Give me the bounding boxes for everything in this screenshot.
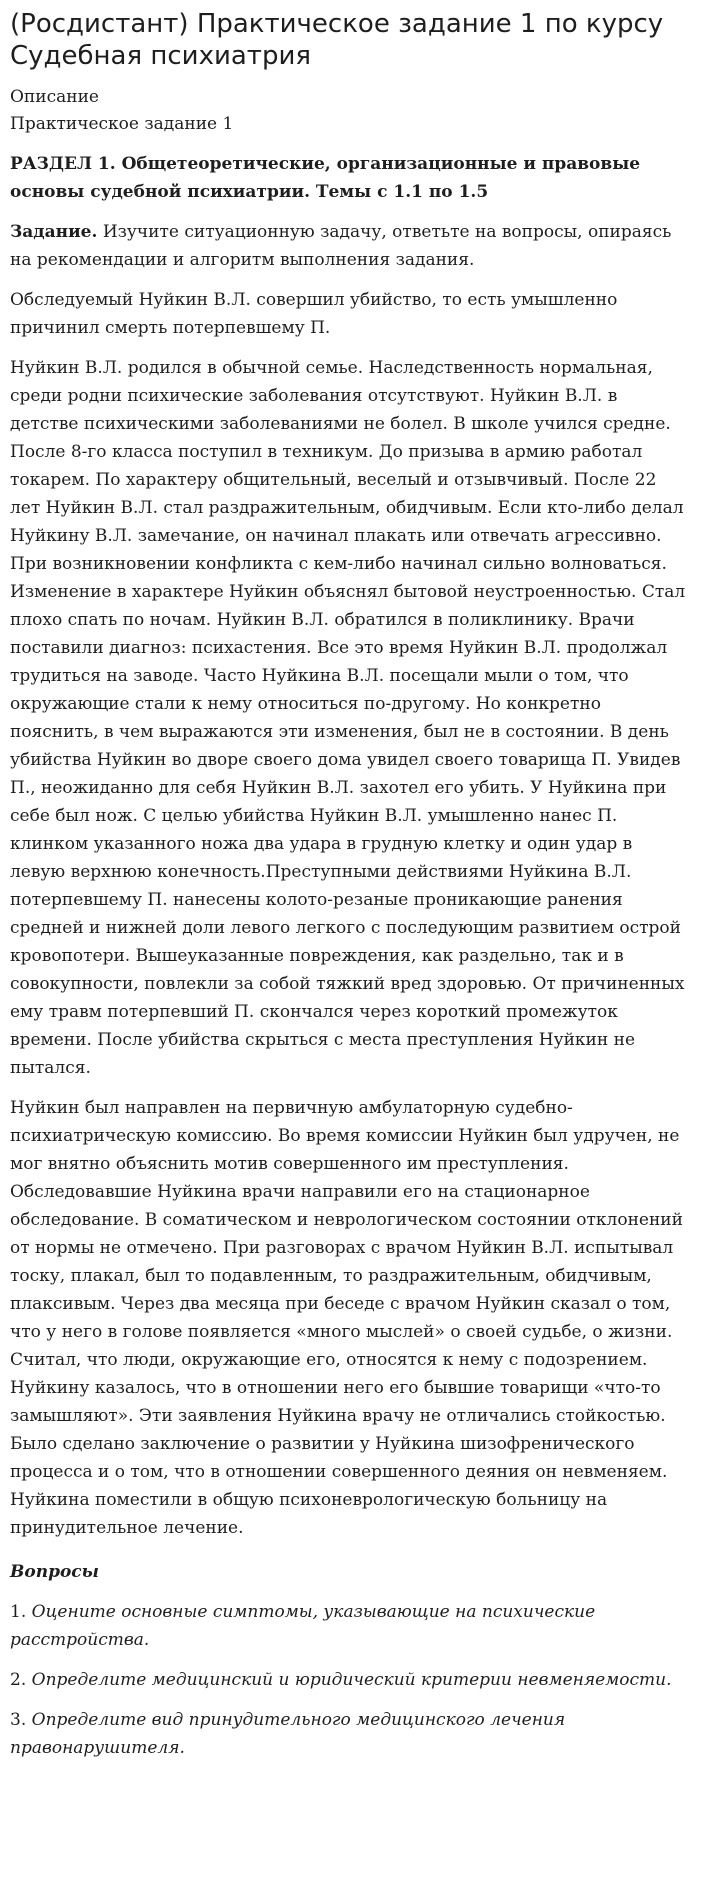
description-label: Описание — [10, 87, 99, 107]
question-text: Оцените основные симптомы, указывающие на психические расстройства. — [10, 1602, 596, 1650]
question-number: 2. — [10, 1670, 27, 1690]
question-2 — [10, 1666, 691, 1694]
question-text: Определите вид принудительного медицинского лечения правонарушителя. — [10, 1710, 566, 1758]
description-value: Практическое задание 1 — [10, 114, 234, 134]
description-block — [10, 84, 691, 138]
page-title: (Росдистант) Практическое задание 1 по курсу Судебная психиатрия — [10, 9, 664, 71]
question-3 — [10, 1706, 691, 1762]
task-text: Изучите ситуационную задачу, ответьте на вопросы, опираясь на рекомендации и алгоритм выполнения задания. — [10, 222, 672, 270]
question-number: 1. — [10, 1602, 27, 1622]
case-paragraph-3: Нуйкин был направлен на первичную амбулаторную судебно-психиатрическую комиссию. Во время комиссии Нуйкин был удручен, не мог внятно объяснить мотив совершенного им преступления. Обследовавшие Нуйкина врачи направили его на стационарное обследование. В соматическом и неврологическом состоянии отклонений от нормы не отмечено. При разговорах с врачом Нуйкин В.Л. испытывал тоску, плакал, был то подавленным, то раздражительным, обидчивым, плаксивым. Через два месяца при беседе с врачом Нуйкин сказал о том, что у него в голове появляется «много мыслей» о своей судьбе, о жизни. Считал, что люди, окружающие его, относятся к нему с подозрением. Нуйкину казалось, что в отношении него его бывшие товарищи «что-то замышляют». Эти заявления Нуйкина врачу не отличались стойкостью. Было сделано заключение о развитии у Нуйкина шизофренического процесса и о том, что в отношении совершенного деяния он невменяем. Нуйкина поместили в общую психоневрологическую больницу на принудительное лечение. — [10, 1098, 683, 1538]
question-1 — [10, 1598, 691, 1654]
section-heading: РАЗДЕЛ 1. Общетеоретические, организационные и правовые основы судебной психиатрии. Темы с 1.1 по 1.5 — [10, 154, 641, 202]
case-paragraph-1: Обследуемый Нуйкин В.Л. совершил убийство, то есть умышленно причинил смерть потерпевшему П. — [10, 290, 618, 338]
case-paragraph-2: Нуйкин В.Л. родился в обычной семье. Наследственность нормальная, среди родни психические заболевания отсутствуют. Нуйкин В.Л. в детстве психическими заболеваниями не болел. В школе учился средне. После 8-го класса поступил в техникум. До призыва в армию работал токарем. По характеру общительный, веселый и отзывчивый. После 22 лет Нуйкин В.Л. стал раздражительным, обидчивым. Если кто-либо делал Нуйкину В.Л. замечание, он начинал плакать или отвечать агрессивно. При возникновении конфликта с кем-либо начинал сильно волноваться. Изменение в характере Нуйкин объяснял бытовой неустроенностью. Стал плохо спать по ночам. Нуйкин В.Л. обратился в поликлинику. Врачи поставили диагноз: психастения. Все это время Нуйкин В.Л. продолжал трудиться на заводе. Часто Нуйкина В.Л. посещали мыли о том, что окружающие стали к нему относиться по-другому. Но конкретно пояснить, в чем выражаются эти изменения, был не в состоянии. В день убийства Нуйкин во дворе своего дома увидел своего товарища П. Увидев П., неожиданно для себя Нуйкин В.Л. захотел его убить. У Нуйкина при себе был нож. С целью убийства Нуйкин В.Л. умышленно нанес П. клинком указанного ножа два удара в грудную клетку и один удар в левую верхнюю конечность.Преступными действиями Нуйкина В.Л. потерпевшему П. нанесены колото-резаные проникающие ранения средней и нижней доли левого легкого с последующим развитием острой кровопотери. Вышеуказанные повреждения, как раздельно, так и в совокупности, повлекли за собой тяжкий вред здоровью. От причиненных ему травм потерпевший П. скончался через короткий промежуток времени. После убийства скрыться с места преступления Нуйкин не пытался. — [10, 358, 686, 1078]
task-label: Задание. — [10, 222, 98, 242]
question-number: 3. — [10, 1710, 27, 1730]
task-paragraph — [10, 218, 691, 274]
question-text: Определите медицинский и юридический критерии невменяемости. — [26, 1670, 672, 1690]
questions-heading: Вопросы — [10, 1562, 99, 1582]
